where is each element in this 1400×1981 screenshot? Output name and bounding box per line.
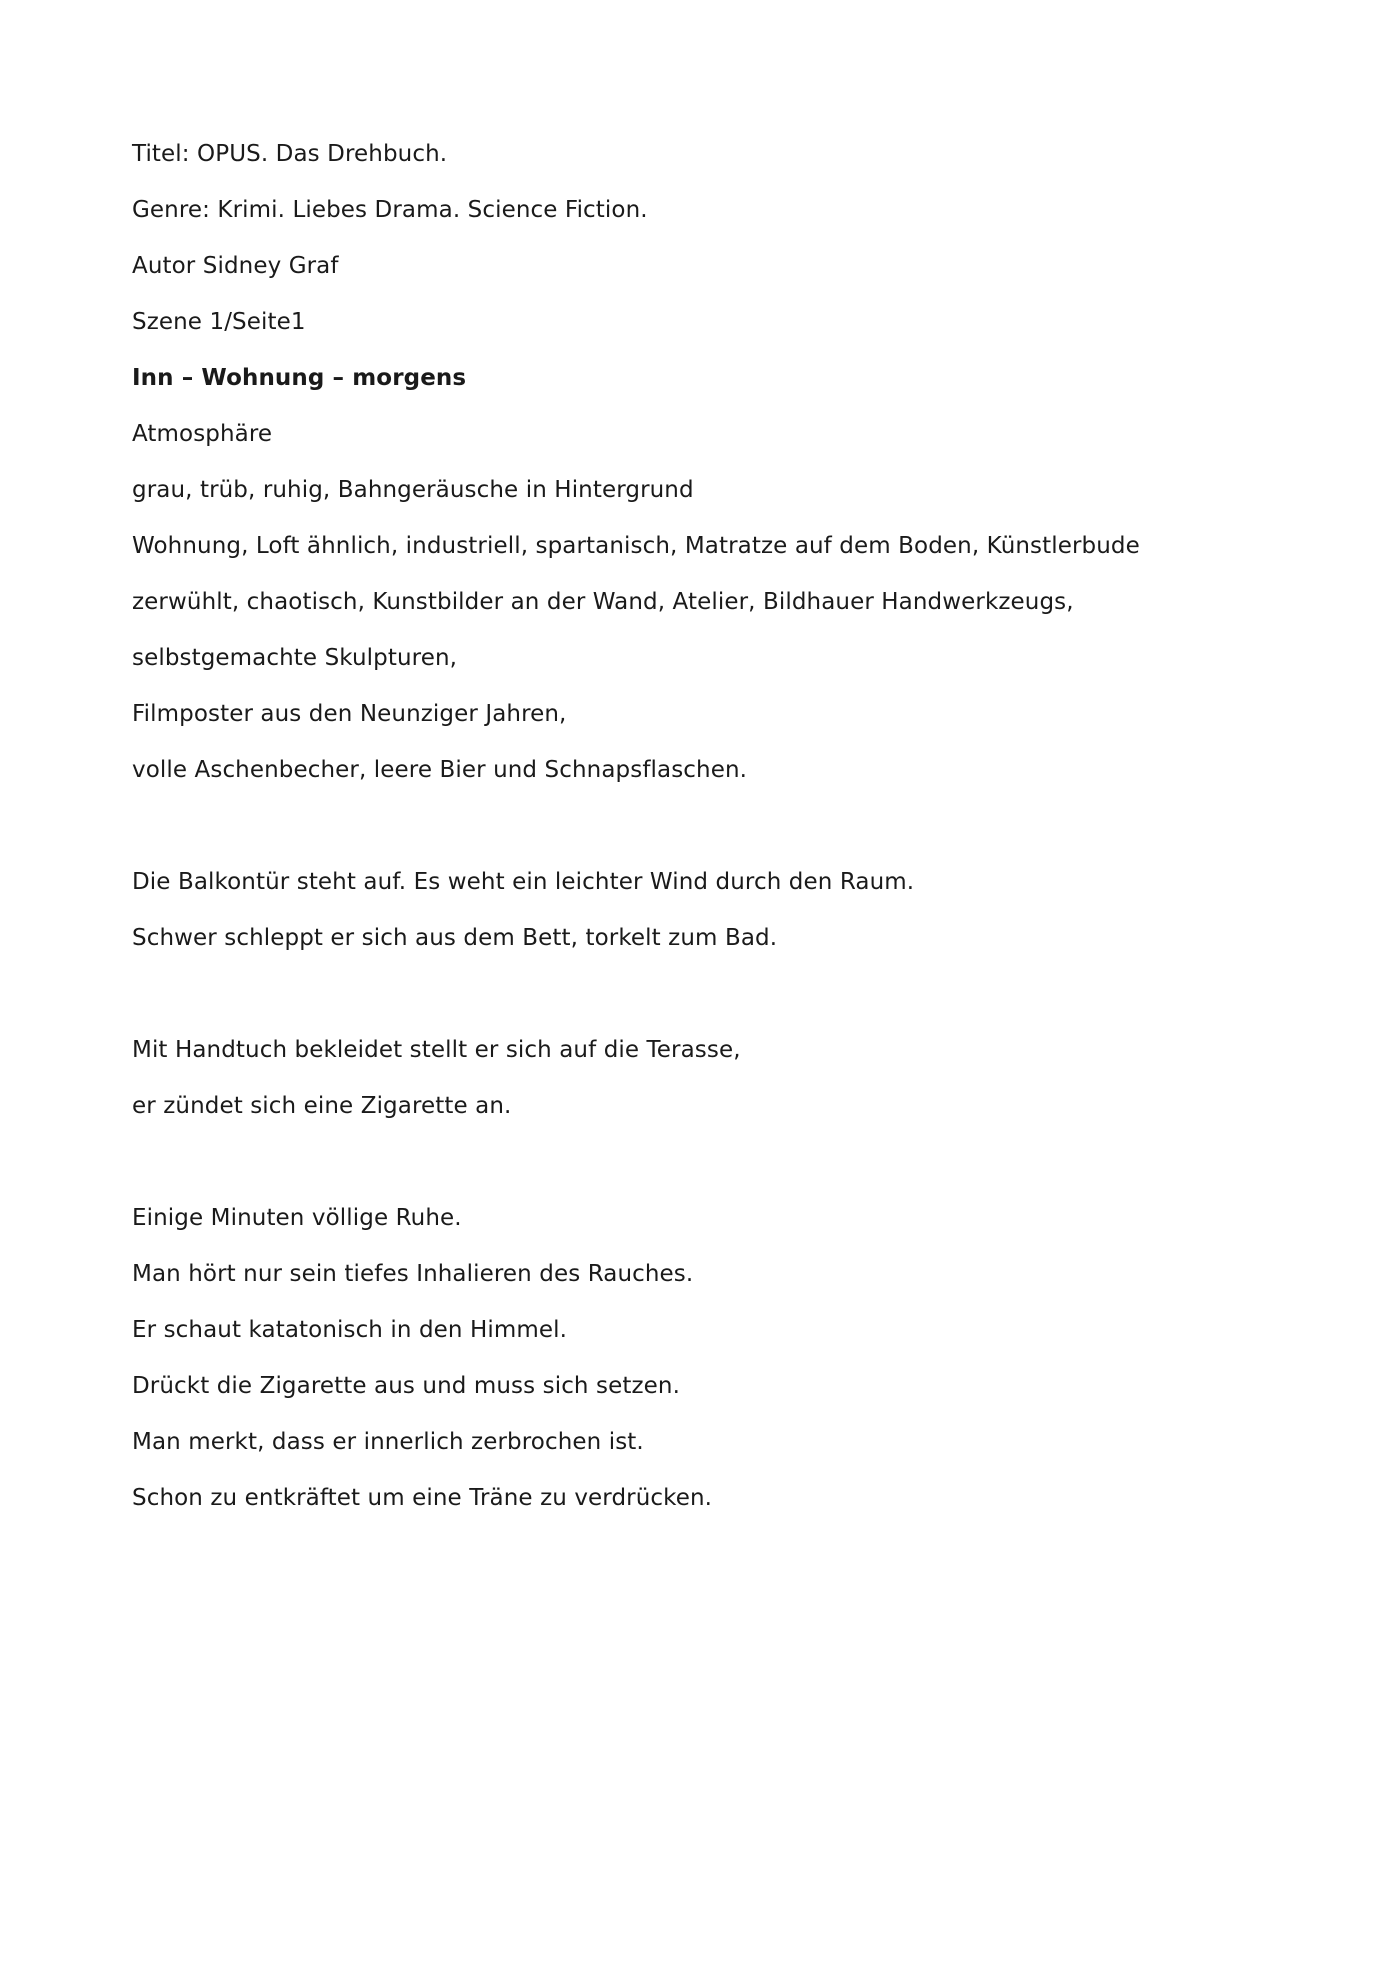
action-paragraph-1 <box>132 854 1292 966</box>
action-line: Drückt die Zigarette aus und muss sich setzen. <box>132 1373 680 1399</box>
action-line: Die Balkontür steht auf. Es weht ein leichter Wind durch den Raum. <box>132 869 915 895</box>
action-line: Schon zu entkräftet um eine Träne zu verdrücken. <box>132 1485 713 1511</box>
atmosphere-line: grau, trüb, ruhig, Bahngeräusche in Hintergrund <box>132 477 694 503</box>
paragraph-gap <box>132 1134 1292 1190</box>
atmosphere-block <box>132 406 1292 798</box>
action-line: Man merkt, dass er innerlich zerbrochen ist. <box>132 1429 644 1455</box>
action-line: Man hört nur sein tiefes Inhalieren des Rauches. <box>132 1261 694 1287</box>
atmosphere-label: Atmosphäre <box>132 421 273 447</box>
title-line: Titel: OPUS. Das Drehbuch. <box>132 141 448 167</box>
action-line: er zündet sich eine Zigarette an. <box>132 1093 512 1119</box>
title-block <box>132 126 1292 350</box>
paragraph-gap <box>132 966 1292 1022</box>
paragraph-gap <box>132 798 1292 854</box>
author-line: Autor Sidney Graf <box>132 253 339 279</box>
scene-heading: Inn – Wohnung – morgens <box>132 365 467 391</box>
action-line: Einige Minuten völlige Ruhe. <box>132 1205 462 1231</box>
action-line: Mit Handtuch bekleidet stellt er sich auf die Terasse, <box>132 1037 741 1063</box>
action-paragraph-2 <box>132 1022 1292 1134</box>
document-body <box>132 126 1292 1526</box>
action-paragraph-3 <box>132 1190 1292 1526</box>
action-line: Schwer schleppt er sich aus dem Bett, torkelt zum Bad. <box>132 925 778 951</box>
scene-number-line: Szene 1/Seite1 <box>132 309 306 335</box>
genre-line: Genre: Krimi. Liebes Drama. Science Fiction. <box>132 197 648 223</box>
atmosphere-line: selbstgemachte Skulpturen, <box>132 645 458 671</box>
action-line: Er schaut katatonisch in den Himmel. <box>132 1317 568 1343</box>
atmosphere-line: zerwühlt, chaotisch, Kunstbilder an der Wand, Atelier, Bildhauer Handwerkzeugs, <box>132 589 1074 615</box>
atmosphere-line: Filmposter aus den Neunziger Jahren, <box>132 701 567 727</box>
atmosphere-line: volle Aschenbecher, leere Bier und Schnapsflaschen. <box>132 757 748 783</box>
atmosphere-line: Wohnung, Loft ähnlich, industriell, spartanisch, Matratze auf dem Boden, Künstlerbude <box>132 533 1140 559</box>
